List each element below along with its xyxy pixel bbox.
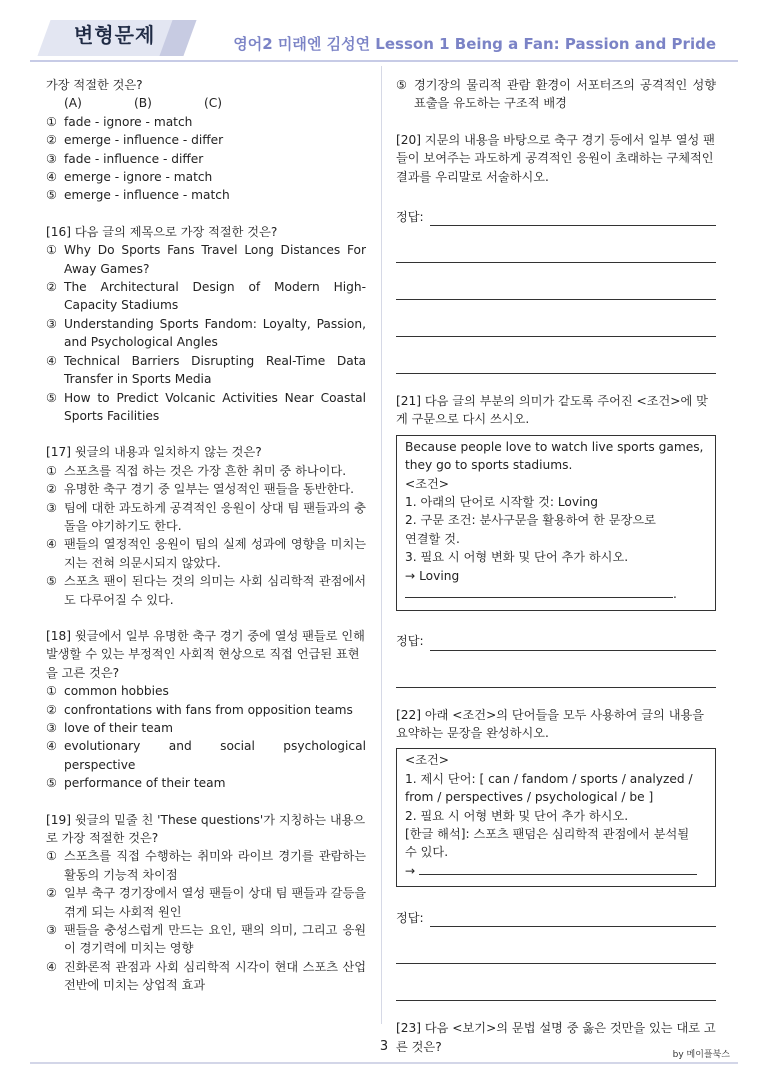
box-line: they go to sports stadiums. bbox=[405, 458, 573, 473]
answer-underline bbox=[430, 912, 716, 927]
option-3[interactable]: ③ 팬들을 충성스럽게 만드는 요인, 팬의 의미, 그리고 응원이 경기력에 미치는 영향 bbox=[46, 923, 366, 956]
left-column bbox=[46, 76, 366, 995]
question-stem: 가장 적절한 것은? bbox=[46, 78, 143, 92]
answer-blank-line[interactable] bbox=[396, 226, 716, 263]
box-answer-line[interactable]: → bbox=[405, 862, 707, 880]
question-stem: [18] 윗글에서 일부 유명한 축구 경기 중에 열성 팬들로 인해 발생할 수 있는 부정적인 사회적 현상으로 직접 언급된 표현을 고른 것은? bbox=[46, 628, 365, 680]
column-divider bbox=[381, 66, 382, 1024]
answer-underline bbox=[430, 636, 716, 651]
option-2[interactable]: ② emerge - influence - differ bbox=[46, 133, 224, 148]
box-line: <조건> bbox=[405, 753, 449, 768]
option-1[interactable]: ① Why Do Sports Fans Travel Long Distances For Away Games? bbox=[46, 243, 366, 276]
answer-label: 정답: bbox=[396, 910, 424, 925]
column-header-b: (B) bbox=[134, 96, 152, 111]
question-19 bbox=[46, 811, 366, 995]
option-2[interactable]: ② 일부 축구 경기장에서 열성 팬들이 상대 팀 팬들과 갈등을 겪게 되는 사회적 원인 bbox=[46, 886, 366, 919]
option-2[interactable]: ② 유명한 축구 경기 중 일부는 열성적인 팬들을 동반한다. bbox=[46, 482, 355, 497]
question-stem: [20] 지문의 내용을 바탕으로 축구 경기 등에서 일부 열성 팬들이 보여주는 과도하게 공격적인 응원이 초래하는 구체적인 결과를 우리말로 서술하시오. bbox=[396, 132, 715, 184]
box-line: Because people love to watch live sports games, bbox=[405, 439, 704, 454]
section-badge: 변형문제 bbox=[74, 23, 156, 47]
question-stem: [22] 아래 <조건>의 단어들을 모두 사용하여 글의 내용을 요약하는 문장을 완성하시오. bbox=[396, 707, 705, 740]
option-3[interactable]: ③ love of their team bbox=[46, 721, 173, 735]
answer-label: 정답: bbox=[396, 209, 424, 224]
box-line: 수 있다. bbox=[405, 845, 449, 860]
fill-in-blank[interactable] bbox=[405, 585, 673, 598]
answer-underline bbox=[430, 211, 716, 226]
option-3[interactable]: ③ 팀에 대한 과도하게 공격적인 응원이 상대 팀 팬들과의 충돌을 야기하기도 한다. bbox=[46, 500, 366, 533]
option-1[interactable]: ① common hobbies bbox=[46, 684, 169, 699]
column-header-a: (A) bbox=[64, 96, 82, 111]
box-line: 연결할 것. bbox=[405, 531, 460, 546]
question-16 bbox=[46, 223, 366, 425]
condition-box bbox=[396, 435, 716, 611]
fill-in-blank[interactable] bbox=[419, 862, 697, 875]
option-3[interactable]: ③ Understanding Sports Fandom: Loyalty, Passion, and Psychological Angles bbox=[46, 316, 366, 350]
option-4[interactable]: ④ Technical Barriers Disrupting Real-Time Data Transfer in Sports Media bbox=[46, 353, 366, 387]
question-22 bbox=[396, 706, 716, 1002]
answer-blank-line[interactable] bbox=[396, 964, 716, 1001]
box-line: 1. 아래의 단어로 시작할 것: Loving bbox=[405, 495, 598, 510]
question-stem: [19] 윗글의 밑줄 친 'These questions'가 지칭하는 내용으로 가장 적절한 것은? bbox=[46, 812, 366, 846]
box-line: 2. 구문 조건: 분사구문을 활용하여 한 문장으로 bbox=[405, 513, 656, 528]
question-18 bbox=[46, 627, 366, 793]
footer-divider bbox=[30, 1062, 738, 1064]
option-5[interactable]: ⑤ 스포츠 팬이 된다는 것의 의미는 사회 심리학적 관점에서도 다루어질 수 있다. bbox=[46, 574, 366, 607]
option-4[interactable]: ④ 팬들의 열정적인 응원이 팀의 실제 성과에 영향을 미치는지는 전혀 의문시되지 않았다. bbox=[46, 537, 366, 570]
question-stem: [21] 다음 글의 부분의 의미가 같도록 주어진 <조건>에 맞게 구문으로 다시 쓰시오. bbox=[396, 394, 708, 427]
box-line: from / perspectives / psychological / be ] bbox=[405, 790, 654, 805]
answer-blank-line[interactable] bbox=[396, 927, 716, 964]
answer-field[interactable] bbox=[396, 204, 716, 226]
box-line: 3. 필요 시 어형 변화 및 단어 추가 하시오. bbox=[405, 550, 629, 565]
answer-field[interactable] bbox=[396, 905, 716, 927]
condition-box bbox=[396, 748, 716, 887]
option-1[interactable]: ① 스포츠를 직접 하는 것은 가장 흔한 취미 중 하나이다. bbox=[46, 463, 347, 478]
question-17 bbox=[46, 443, 366, 609]
option-4[interactable]: ④ emerge - ignore - match bbox=[46, 170, 213, 185]
column-header-c: (C) bbox=[204, 96, 223, 111]
question-stem: [23] 다음 <보기>의 문법 설명 중 옳은 것만을 있는 대로 고른 것은? bbox=[396, 1021, 716, 1054]
question-stem: [16] 다음 글의 제목으로 가장 적절한 것은? bbox=[46, 224, 278, 239]
page-header bbox=[0, 0, 768, 66]
publisher-brand: by 메이플북스 bbox=[672, 1050, 730, 1060]
box-line: [한글 해석]: 스포츠 팬덤은 심리학적 관점에서 분석될 bbox=[405, 826, 690, 841]
question-stem: [17] 윗글의 내용과 일치하지 않는 것은? bbox=[46, 445, 262, 460]
option-5[interactable]: ⑤ 경기장의 물리적 관람 환경이 서포터즈의 공격적인 성향 표출을 유도하는 구조적 배경 bbox=[396, 78, 716, 111]
box-answer-line[interactable]: → Loving . bbox=[405, 568, 677, 602]
option-5[interactable]: ⑤ How to Predict Volcanic Activities Near Coastal Sports Facilities bbox=[46, 390, 366, 423]
question-20 bbox=[396, 131, 716, 374]
box-line: 2. 필요 시 어형 변화 및 단어 추가 하시오. bbox=[405, 808, 629, 823]
answer-blank-line[interactable] bbox=[396, 651, 716, 688]
option-2[interactable]: ② The Architectural Design of Modern High-Capacity Stadiums bbox=[46, 280, 366, 313]
box-line: <조건> bbox=[405, 476, 449, 491]
answer-blank-line[interactable] bbox=[396, 300, 716, 337]
option-4[interactable]: ④ evolutionary and social psychological perspective bbox=[46, 739, 366, 772]
option-column-headers bbox=[46, 94, 366, 112]
question-15-tail bbox=[46, 76, 366, 205]
question-21 bbox=[396, 392, 716, 687]
box-line: 1. 제시 단어: [ can / fandom / sports / analyzed / bbox=[405, 771, 693, 786]
option-5[interactable]: ⑤ performance of their team bbox=[46, 776, 226, 791]
option-3[interactable]: ③ fade - influence - differ bbox=[46, 151, 204, 166]
option-5[interactable]: ⑤ emerge - influence - match bbox=[46, 188, 230, 203]
answer-label: 정답: bbox=[396, 634, 424, 649]
right-column bbox=[396, 76, 716, 1056]
answer-blank-line[interactable] bbox=[396, 263, 716, 300]
header-divider bbox=[30, 60, 738, 62]
answer-field[interactable] bbox=[396, 629, 716, 651]
option-1[interactable]: ① fade - ignore - match bbox=[46, 114, 193, 129]
option-4[interactable]: ④ 진화론적 관점과 사회 심리학적 시각이 현대 스포츠 산업 전반에 미치는 상업적 효과 bbox=[46, 959, 366, 993]
option-1[interactable]: ① 스포츠를 직접 수행하는 취미와 라이브 경기를 관람하는 활동의 기능적 차이점 bbox=[46, 849, 366, 882]
option-2[interactable]: ② confrontations with fans from opposition teams bbox=[46, 702, 353, 717]
answer-blank-line[interactable] bbox=[396, 337, 716, 374]
header-title: 영어2 미래엔 김성연 Lesson 1 Being a Fan: Passion and Pride bbox=[233, 35, 716, 53]
page-number: 3 bbox=[379, 1039, 389, 1054]
